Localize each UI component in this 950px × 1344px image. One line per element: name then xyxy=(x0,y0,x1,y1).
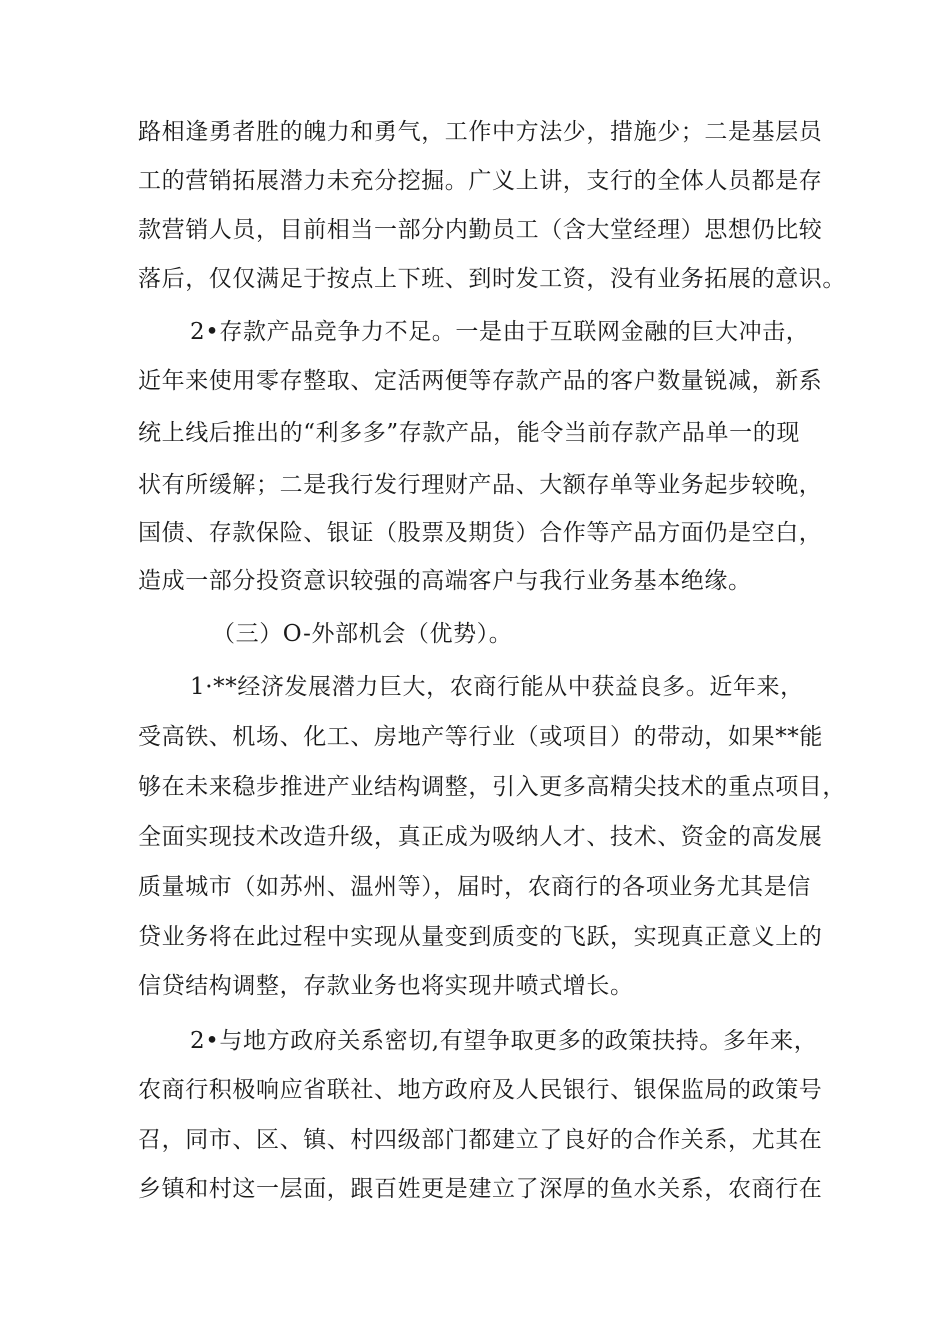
text-line: 状有所缓解；二是我行发行理财产品、大额存单等业务起步较晚， xyxy=(138,472,823,498)
paragraph-start: 2•存款产品竞争力不足。一是由于互联网金融的巨大冲击， xyxy=(190,319,810,345)
text-line: 统上线后推出的“利多多”存款产品，能令当前存款产品单一的现 xyxy=(138,420,800,446)
paragraph-start: 1·**经济发展潜力巨大，农商行能从中获益良多。近年来， xyxy=(190,674,804,700)
text-line: 路相逢勇者胜的魄力和勇气，工作中方法少，措施少；二是基层员 xyxy=(138,119,823,145)
text-line: 落后，仅仅满足于按点上下班、到时发工资，没有业务拓展的意识。 xyxy=(138,266,846,292)
text-line: 全面实现技术改造升级，真正成为吸纳人才、技术、资金的高发展 xyxy=(138,824,823,850)
text-line: 质量城市（如苏州、温州等），届时，农商行的各项业务尤其是信 xyxy=(138,874,811,900)
text-line: 农商行积极响应省联社、地方政府及人民银行、银保监局的政策号 xyxy=(138,1077,823,1103)
text-line: 贷业务将在此过程中实现从量变到质变的飞跃，实现真正意义上的 xyxy=(138,924,823,950)
text-line: 造成一部分投资意识较强的高端客户与我行业务基本绝缘。 xyxy=(138,568,752,594)
text-line: 受高铁、机场、化工、房地产等行业（或项目）的带动，如果**能 xyxy=(138,724,823,750)
section-heading: （三）O-外部机会（优势）。 xyxy=(212,621,513,647)
paragraph-start: 2•与地方政府关系密切,有望争取更多的政策扶持。多年来， xyxy=(190,1028,818,1054)
text-line: 信贷结构调整，存款业务也将实现井喷式增长。 xyxy=(138,973,634,999)
text-line: 近年来使用零存整取、定活两便等存款产品的客户数量锐减，新系 xyxy=(138,368,823,394)
text-line: 款营销人员，目前相当一部分内勤员工（含大堂经理）思想仍比较 xyxy=(138,217,823,243)
text-line: 工的营销拓展潜力未充分挖掘。广义上讲，支行的全体人员都是存 xyxy=(138,168,823,194)
text-line: 召，同市、区、镇、村四级部门都建立了良好的合作关系，尤其在 xyxy=(138,1127,823,1153)
text-line: 国债、存款保险、银证（股票及期货）合作等产品方面仍是空白， xyxy=(138,520,823,546)
text-line: 够在未来稳步推进产业结构调整，引入更多高精尖技术的重点项目， xyxy=(138,774,846,800)
text-line: 乡镇和村这一层面，跟百姓更是建立了深厚的鱼水关系，农商行在 xyxy=(138,1176,823,1202)
